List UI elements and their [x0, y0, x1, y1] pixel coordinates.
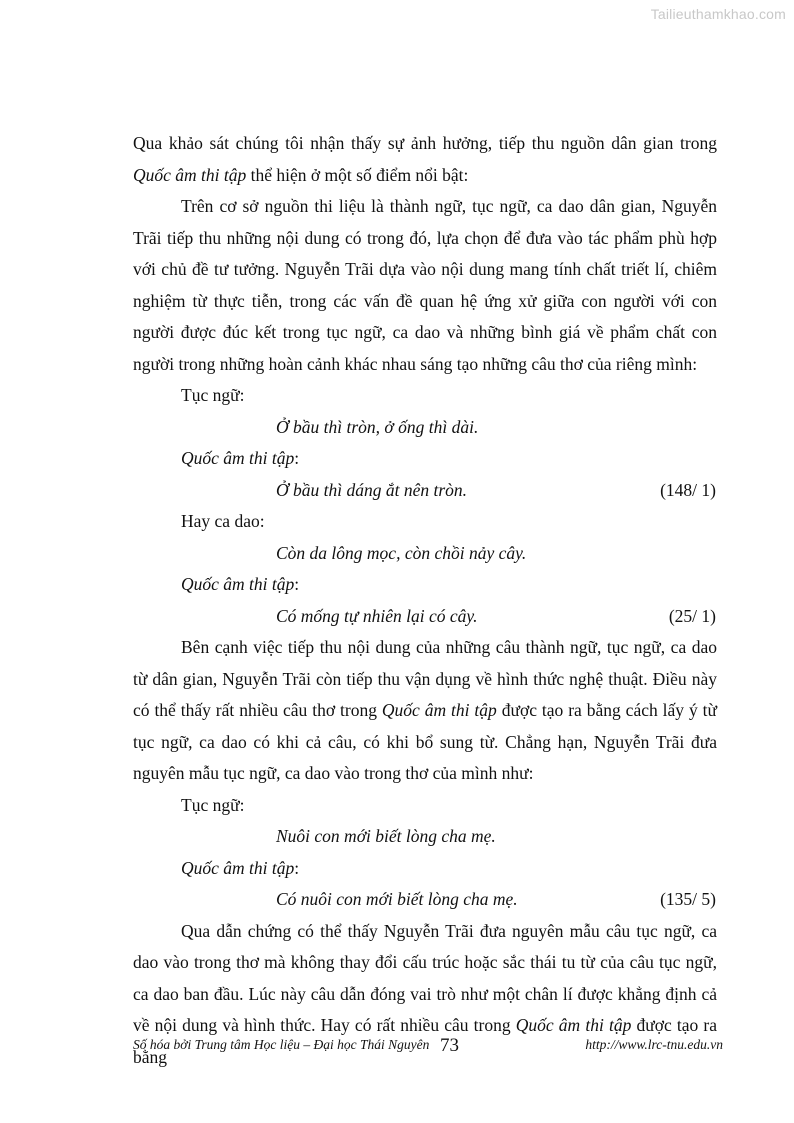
- para3-title: Quốc âm thi tập: [515, 1015, 632, 1035]
- label-title: Quốc âm thi tập: [181, 574, 295, 594]
- example3-label-b: [133, 853, 717, 885]
- label-title: Quốc âm thi tập: [181, 448, 295, 468]
- paragraph-1: Trên cơ sở nguồn thi liệu là thành ngữ, tục ngữ, ca dao dân gian, Nguyễn Trãi tiếp thu những nội dung có trong đó, lựa chọn để đưa vào tác phẩm phù hợp với chủ đề tư tưởng. Nguyễn Trãi dựa vào nội dung mang tính chất triết lí, chiêm nghiệm từ thực tiễn, trong các vấn đề quan hệ ứng xử giữa con người với con người được đúc kết trong tục ngữ, ca dao và những bình giá về phẩm chất con người trong những hoàn cảnh khác nhau sáng tạo những câu thơ của riêng mình:: [133, 196, 717, 374]
- verse-reference: (135/ 5): [660, 889, 716, 909]
- watermark: Tailieuthamkhao.com: [650, 6, 786, 22]
- page-footer: [133, 1035, 723, 1065]
- verse-text: Ở bầu thì tròn, ở ống thì dài.: [276, 416, 479, 437]
- footer-credit: Số hóa bởi Trung tâm Học liệu – Đại học Thái Nguyên: [133, 1037, 430, 1052]
- example2-label-a: Hay ca dao:: [181, 511, 265, 531]
- para3-text-end: được tạo ra bằng: [133, 1015, 717, 1067]
- intro-text-end: thể hiện ở một số điểm nổi bật:: [246, 164, 469, 185]
- label-colon: :: [294, 448, 300, 468]
- example2-verse-a: [133, 538, 717, 570]
- verse-reference: (25/ 1): [668, 605, 716, 626]
- example3-verse-a: [133, 821, 717, 853]
- example2-label-b: [133, 569, 717, 601]
- example1-verse-b: [133, 475, 717, 507]
- para2-title: Quốc âm thi tập: [381, 700, 497, 720]
- page-body: [133, 128, 717, 1073]
- intro-title: Quốc âm thi tập: [133, 164, 247, 185]
- para3-text: Qua dẫn chứng có thể thấy Nguyễn Trãi đưa nguyên mẫu câu tục ngữ, ca dao vào trong thơ mà không thay đổi cấu trúc hoặc sắc thái tu từ của câu tục ngữ, ca dao ban đầu. Lúc này câu dẫn đóng vai trò như một chân lí được khẳng định cả về nội dung và hình thức. Hay có rất nhiều câu trong: [133, 920, 717, 1035]
- label-colon: :: [294, 857, 300, 878]
- example1-label-a: Tục ngữ:: [181, 385, 245, 405]
- verse-text: Nuôi con mới biết lòng cha mẹ.: [276, 826, 496, 846]
- footer-url: http://www.lrc-tnu.edu.vn: [585, 1037, 723, 1052]
- label-title: Quốc âm thi tập: [181, 857, 295, 878]
- verse-text: Còn da lông mọc, còn chồi nảy cây.: [276, 542, 527, 563]
- label-colon: :: [294, 574, 300, 594]
- example2-verse-b: [133, 601, 717, 633]
- example1-label-b: [133, 443, 717, 475]
- para2-text: Bên cạnh việc tiếp thu nội dung của những câu thành ngữ, tục ngữ, ca dao từ dân gian, Nguyễn Trãi còn tiếp thu vận dụng về hình thức nghệ thuật. Điều này có thể thấy rất nhiều câu thơ trong: [133, 637, 717, 720]
- example3-label-a: Tục ngữ:: [181, 794, 245, 815]
- example1-verse-a: [133, 412, 717, 444]
- para2-text-end: được tạo ra bằng cách lấy ý từ tục ngữ, ca dao có khi cả câu, có khi bổ sung từ. Chẳng hạn, Nguyễn Trãi đưa nguyên mẫu tục ngữ, ca dao vào trong thơ của mình như:: [133, 700, 717, 783]
- page-number: 73: [440, 1035, 459, 1056]
- verse-reference: (148/ 1): [660, 479, 716, 500]
- verse-text: Ở bầu thì dáng ắt nên tròn.: [276, 479, 468, 500]
- paragraph-2: [133, 632, 717, 790]
- verse-text: Có nuôi con mới biết lòng cha mẹ.: [276, 889, 518, 909]
- verse-text: Có mống tự nhiên lại có cây.: [276, 605, 478, 626]
- example3-verse-b: [133, 884, 717, 916]
- intro-text: Qua khảo sát chúng tôi nhận thấy sự ảnh hưởng, tiếp thu nguồn dân gian trong: [133, 133, 717, 153]
- intro-paragraph: [133, 128, 717, 191]
